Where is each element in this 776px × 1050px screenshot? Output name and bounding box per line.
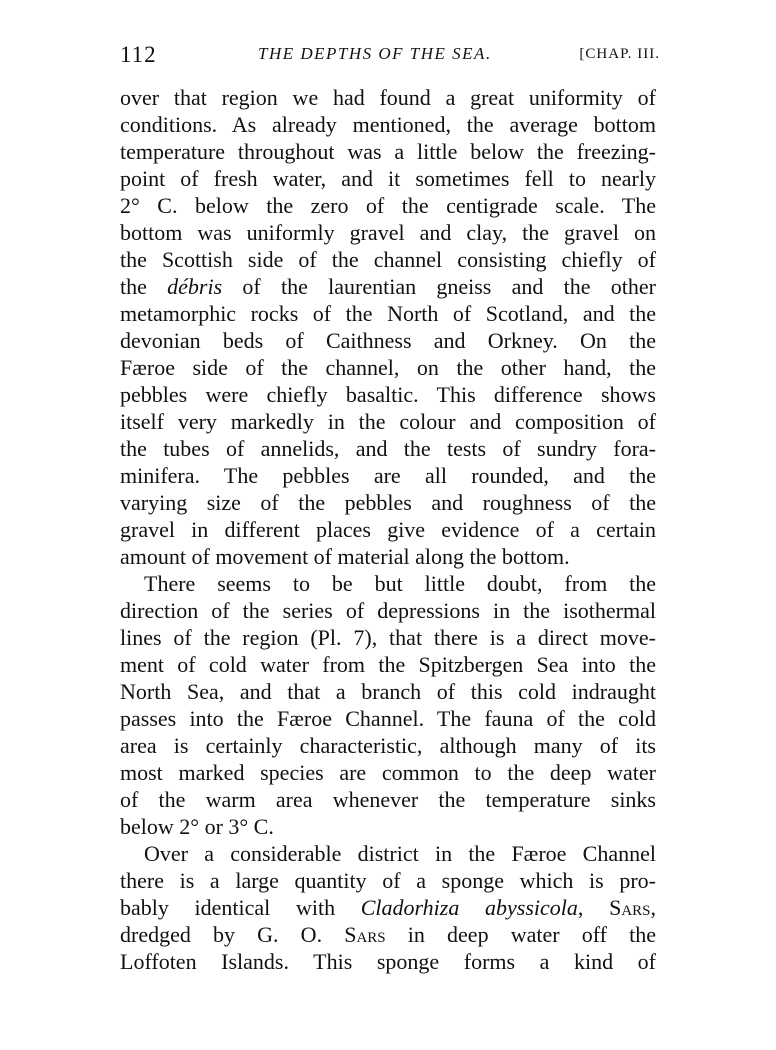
text-line: 2° C. below the zero of the centigrade scale. The [120,193,656,218]
paragraph-3 [120,840,656,975]
text-run: dredged by G. O. [120,922,345,947]
text-line: conditions. As already mentioned, the average bottom [120,112,656,137]
text-run: of the laurentian gneiss and the other [222,274,656,299]
text-line: There seems to be but little doubt, from the [144,571,656,596]
text-line: gravel in different places give evidence of a certain [120,517,656,542]
text-line: area is certainly characteristic, although many of its [120,733,656,758]
text-line: ment of cold water from the Spitzbergen Sea into the [120,652,656,677]
text-line: Loffoten Islands. This sponge forms a kind of [120,949,656,974]
text-run: , [650,895,656,920]
text-line: lines of the region (Pl. 7), that there is a direct move- [120,625,656,650]
text-run: , [577,895,610,920]
text-line: metamorphic rocks of the North of Scotland, and the [120,301,656,326]
author-name: Sars [609,895,651,920]
text-line: itself very markedly in the colour and composition of [120,409,656,434]
text-line: point of fresh water, and it sometimes fell to nearly [120,166,656,191]
chapter-reference: [CHAP. III. [579,46,660,62]
text-line: pebbles were chiefly basaltic. This difference shows [120,382,656,407]
italic-species-name: Cladorhiza abyssicola [360,895,578,920]
author-name: Sars [344,922,386,947]
page-number: 112 [120,42,157,67]
text-run: bably identical with [120,895,361,920]
paragraph-1 [120,84,656,570]
text-line: over that region we had found a great uniformity of [120,85,656,110]
text-line: Færoe side of the channel, on the other hand, the [120,355,656,380]
text-line: North Sea, and that a branch of this cold indraught [120,679,656,704]
running-head [120,40,660,76]
text-line [120,894,656,921]
body-text [120,84,656,975]
italic-term: débris [167,274,223,299]
text-line: devonian beds of Caithness and Orkney. On the [120,328,656,353]
text-line: temperature throughout was a little below the freezing- [120,139,656,164]
text-line [120,273,656,300]
text-line: Over a considerable district in the Færoe Channel [144,841,656,866]
text-line: most marked species are common to the deep water [120,760,656,785]
text-line: below 2° or 3° C. [120,814,274,839]
text-line: bottom was uniformly gravel and clay, the gravel on [120,220,656,245]
text-line: varying size of the pebbles and roughness of the [120,490,656,515]
text-line: of the warm area whenever the temperature sinks [120,787,656,812]
text-line [120,921,656,948]
text-line: direction of the series of depressions in the isothermal [120,598,656,623]
text-line: there is a large quantity of a sponge which is pro- [120,868,656,893]
text-line: amount of movement of material along the bottom. [120,544,570,569]
paragraph-2 [120,570,656,840]
text-run: the [120,274,168,299]
text-line: minifera. The pebbles are all rounded, and the [120,463,656,488]
text-run: in deep water off the [385,922,656,947]
text-line: the Scottish side of the channel consisting chiefly of [120,247,656,272]
text-line: the tubes of annelids, and the tests of sundry fora- [120,436,656,461]
text-line: passes into the Færoe Channel. The fauna of the cold [120,706,656,731]
running-title: THE DEPTHS OF THE SEA. [258,44,492,63]
